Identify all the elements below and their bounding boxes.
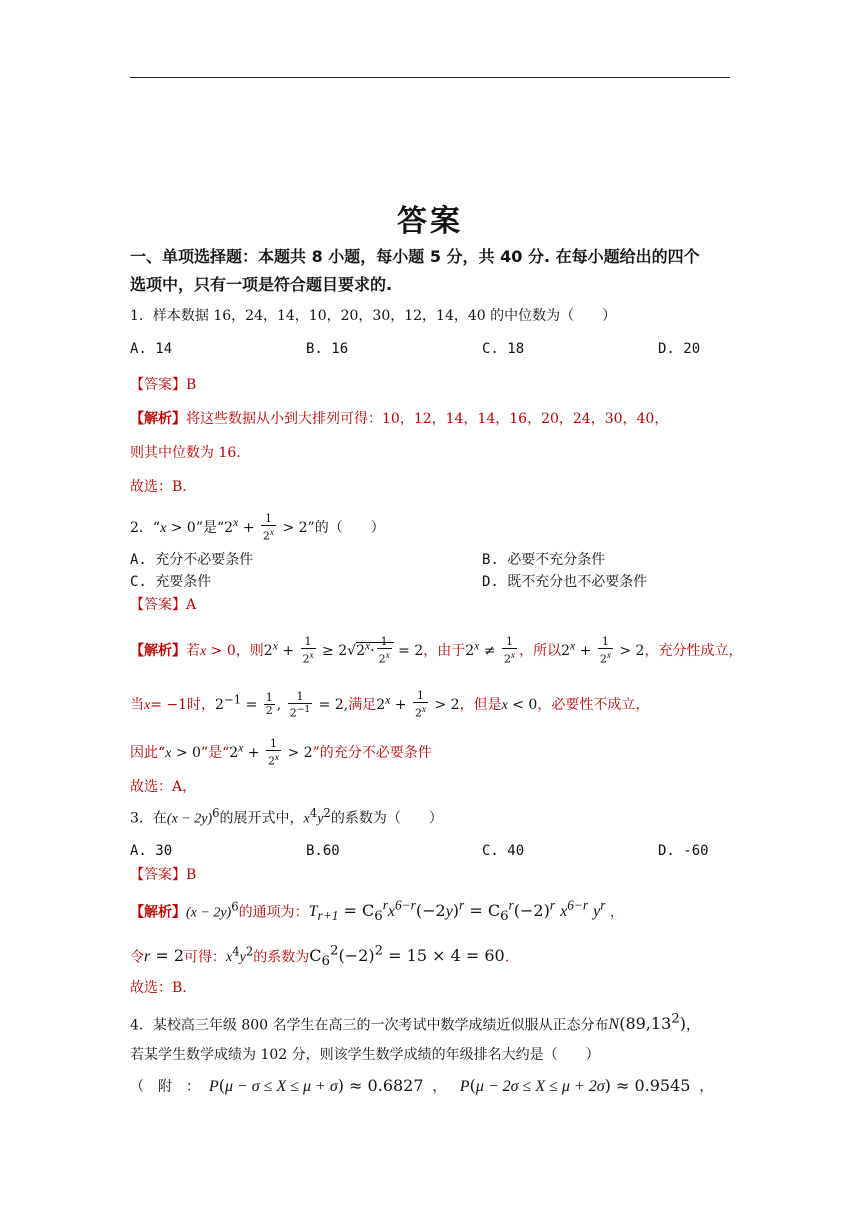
q3-option-d: D. -60	[658, 843, 709, 859]
q2-option-a: A. 充分不必要条件	[130, 552, 254, 568]
q3-option-c: C. 40	[482, 843, 525, 859]
q1-option-c: C. 18	[482, 341, 525, 357]
q3-analysis-line2: 令r = 2可得：$x^4y^2$的系数为$C_6^2(-2)^2 = 15 \times 4 = 60$.	[130, 944, 510, 970]
header-rule	[130, 77, 730, 78]
section-header-line2: 选项中，只有一项是符合题目要求的.	[130, 275, 393, 294]
q2-answer: 【答案】A	[130, 597, 197, 613]
q2-option-d: D. 既不充分也不必要条件	[482, 574, 648, 590]
q4-line1: 4．某校高三年级 800 名学生在高三的一次考试中数学成绩近似服从正态分布N(89,13$^2$)，	[130, 1012, 700, 1034]
q3-answer: 【答案】B	[130, 867, 197, 883]
q2-stem: 2．“x > 0”是“$2^x$ + $\frac{1}{2^x}$ > 2”的（ ）	[130, 512, 385, 543]
q1-stem: 1．样本数据 16，24，14，10，20，30，12，14，40 的中位数为（ ）	[130, 308, 617, 324]
q3-option-b: B.60	[306, 843, 340, 859]
q1-answer: 【答案】B	[130, 377, 197, 393]
q1-analysis-text: 将这些数据从小到大排列可得：10，12，14，14，16，20，24，30，40，	[186, 411, 669, 427]
q2-analysis-line2: 当x= −1时，$2^{-1}$ = $\frac{1}{2}$ , $\frac{1}{2^{-1}}$ = 2,满足$2^x$ + $\frac{1}{2^x}$ > 2，但是x < 0，必要性不成立，	[130, 689, 650, 720]
section-header-line1: 一、单项选择题：本题共 8 小题，每小题 5 分，共 40 分. 在每小题给出的四个	[130, 247, 700, 266]
q1-option-a: A. 14	[130, 341, 173, 357]
q2-option-b: B. 必要不充分条件	[482, 552, 606, 568]
q3-analysis-line1: 【解析】$(x - 2y)^6$的通项为：$T_{r+1} = C_6^rx^{6-r}(-2y)^r = C_6^r(-2)^r$ $x^{6-r}$ $y^r$ ，	[130, 898, 624, 925]
q3-option-a: A. 30	[130, 843, 173, 859]
q2-analysis-line3: 因此“x > 0”是“$2^x$ + $\frac{1}{2^x}$ > 2”的充分不必要条件	[130, 737, 432, 768]
q1-option-d: D. 20	[658, 341, 701, 357]
q1-option-b: B. 16	[306, 341, 349, 357]
q2-option-c: C. 充要条件	[130, 574, 212, 590]
q4-line2: 若某学生数学成绩为 102 分，则该学生数学成绩的年级排名大约是（ ）	[130, 1047, 600, 1063]
q1-choose: 故选：B.	[130, 479, 187, 495]
q3-choose: 故选：B.	[130, 980, 187, 996]
q2-analysis-line1: 【解析】若x > 0，则$2^x$ + $\frac{1}{2^x}$ ≥ $2√2^x\cdot$ $\frac{1}{2^x}$ = 2，由于$2^x$ ≠ $\frac{1}{2^x}$ ，所以$2^x$ + $\frac{1}{2^x}$ > 2，充分性成立，	[130, 635, 743, 666]
q1-analysis-line2: 则其中位数为 16.	[130, 445, 241, 461]
q1-analysis-line1	[130, 408, 668, 428]
q1-analysis-label: 【解析】	[130, 411, 186, 427]
q4-line3: （ 附 ： P(μ − σ ≤ X ≤ μ + σ) ≈ 0.6827 ， P(μ − 2σ ≤ X ≤ μ + 2σ) ≈ 0.9545 ，	[130, 1076, 714, 1095]
q2-choose: 故选：A，	[130, 779, 197, 795]
page-title: 答案	[397, 204, 463, 239]
q3-stem: 3．在$(x - 2y)^6$的展开式中，$x^4y^2$的系数为（ ）	[130, 806, 443, 827]
